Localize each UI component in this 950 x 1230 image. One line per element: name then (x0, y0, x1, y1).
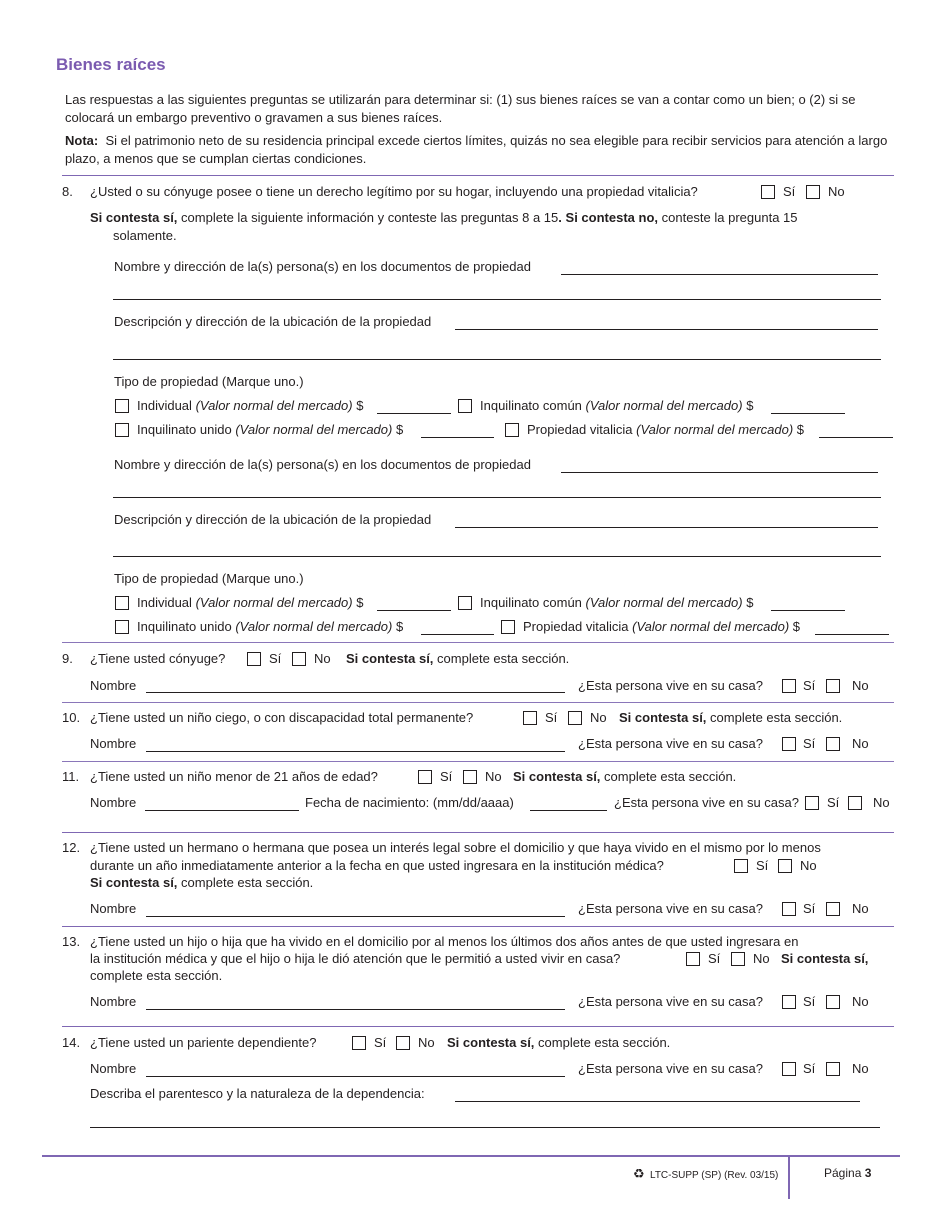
q11-name-label: Nombre (90, 795, 137, 810)
q9-no-checkbox[interactable] (292, 652, 306, 666)
dollar-sign: $ (746, 398, 754, 413)
q12-name-label: Nombre (90, 901, 137, 916)
footer-divider (42, 1155, 900, 1157)
q14-name-input[interactable] (146, 1076, 565, 1077)
divider (62, 642, 894, 643)
q14-describe-label: Describa el parentesco y la naturaleza de la dependencia: (90, 1086, 425, 1101)
unido-value-input-1[interactable] (421, 437, 494, 438)
q14-no-checkbox[interactable] (396, 1036, 410, 1050)
q10-question: ¿Tiene usted un niño ciego, o con discapacidad total permanente? (90, 710, 474, 725)
location-label-1: Descripción y dirección de la ubicación de la propiedad (114, 314, 432, 329)
q12-number: 12. (62, 840, 81, 855)
q9-lives-label: ¿Esta persona vive en su casa? (578, 678, 763, 693)
location-input-2[interactable] (455, 527, 878, 528)
q13-no-checkbox[interactable] (731, 952, 745, 966)
owners-input-2[interactable] (561, 472, 878, 473)
type-vitalicia-label-1 (527, 422, 804, 438)
q9-lives-yes-checkbox[interactable] (782, 679, 796, 693)
form-id: LTC-SUPP (SP) (Rev. 03/15) (650, 1170, 779, 1181)
type-label-2: Tipo de propiedad (Marque uno.) (114, 571, 304, 586)
q9-lives-no-checkbox[interactable] (826, 679, 840, 693)
vitalicia-value-input-1[interactable] (819, 437, 893, 438)
q10-instruction (619, 710, 842, 726)
individual-value-input-1[interactable] (377, 413, 451, 414)
q9-lives-no-label: No (852, 678, 869, 693)
si-contesta-si: Si contesta sí, (447, 1035, 535, 1050)
dollar-sign: $ (356, 398, 364, 413)
location-input-1[interactable] (455, 329, 878, 330)
type-comun-label-2 (480, 595, 753, 611)
type-unido-label-2 (137, 619, 403, 635)
q11-instruction (513, 769, 736, 785)
individual-value-input-2[interactable] (377, 610, 451, 611)
q11-question: ¿Tiene usted un niño menor de 21 años de edad? (90, 769, 378, 784)
q12-lives-no-checkbox[interactable] (826, 902, 840, 916)
location-input-1b[interactable] (113, 359, 881, 360)
market-value-text: (Valor normal del mercado) (632, 619, 790, 634)
q14-yes-label: Sí (374, 1035, 387, 1050)
q11-lives-yes-checkbox[interactable] (805, 796, 819, 810)
q14-question: ¿Tiene usted un pariente dependiente? (90, 1035, 317, 1050)
note-label: Nota: (65, 133, 99, 148)
dollar-sign: $ (746, 595, 754, 610)
unido-text: Inquilinato unido (137, 422, 232, 437)
q8-question: ¿Usted o su cónyuge posee o tiene un derecho legítimo por su hogar, incluyendo una propiedad vitalicia? (90, 184, 698, 199)
q14-lives-no-label: No (852, 1061, 869, 1076)
q8-instr-line2: solamente. (113, 228, 177, 243)
dollar-sign: $ (395, 422, 404, 437)
q14-lives-yes-checkbox[interactable] (782, 1062, 796, 1076)
q13-instruction-bold (781, 951, 868, 967)
q11-lives-no-checkbox[interactable] (848, 796, 862, 810)
q10-yes-label: Sí (545, 710, 558, 725)
q13-no-label: No (753, 951, 770, 966)
q11-lives-no-label: No (873, 795, 890, 810)
divider (62, 702, 894, 703)
q13-line2: la institución médica y que el hijo o hija le dió atención que le permitió a usted vivir en casa? (90, 951, 621, 966)
unido-text: Inquilinato unido (137, 619, 232, 634)
q12-lives-yes-label: Sí (803, 901, 816, 916)
si-contesta-si: Si contesta sí, (346, 651, 434, 666)
owners-input-1[interactable] (561, 274, 878, 275)
q12-no-checkbox[interactable] (778, 859, 792, 873)
page-number: 3 (864, 1166, 872, 1180)
market-value-text: (Valor normal del mercado) (195, 595, 353, 610)
divider (62, 1026, 894, 1027)
q11-lives-yes-label: Sí (827, 795, 840, 810)
q10-yes-checkbox[interactable] (523, 711, 537, 725)
q8-instr-period: . (558, 210, 562, 225)
q10-number: 10. (62, 710, 81, 725)
comun-value-input-1[interactable] (771, 413, 845, 414)
location-label-2: Descripción y dirección de la ubicación de la propiedad (114, 512, 432, 527)
q12-yes-label: Sí (756, 858, 769, 873)
owners-label-2: Nombre y dirección de la(s) persona(s) en los documentos de propiedad (114, 457, 531, 472)
intro-text: Las respuestas a las siguientes preguntas se utilizarán para determinar si: (1) sus bienes raíces se van a contar como un bien; o (2) si se colocará un embargo preventivo o gravamen a sus bienes raíces. (65, 92, 856, 125)
q10-lives-label: ¿Esta persona vive en su casa? (578, 736, 763, 751)
market-value-text: (Valor normal del mercado) (195, 398, 353, 413)
dollar-sign: $ (395, 619, 404, 634)
q12-instruction (90, 875, 313, 891)
q11-name-input[interactable] (145, 810, 299, 811)
q13-name-label: Nombre (90, 994, 137, 1009)
q14-lives-yes-label: Sí (803, 1061, 816, 1076)
q14-lives-no-checkbox[interactable] (826, 1062, 840, 1076)
page-label: Página (824, 1166, 862, 1180)
q10-lives-no-label: No (852, 736, 869, 751)
type-vitalicia-label-2 (523, 619, 800, 635)
q13-lives-no-label: No (852, 994, 869, 1009)
q9-no-label: No (314, 651, 331, 666)
q8-no-checkbox[interactable] (806, 185, 820, 199)
type-individual-checkbox-2[interactable] (115, 596, 129, 610)
vitalicia-text: Propiedad vitalicia (527, 422, 633, 437)
q9-question: ¿Tiene usted cónyuge? (90, 651, 226, 666)
q9-yes-checkbox[interactable] (247, 652, 261, 666)
q12-lives-yes-checkbox[interactable] (782, 902, 796, 916)
owners-input-1b[interactable] (113, 299, 881, 300)
si-contesta-si: Si contesta sí, (619, 710, 707, 725)
q8-yes-checkbox[interactable] (761, 185, 775, 199)
q9-instruction (346, 651, 569, 667)
divider (62, 175, 894, 176)
q9-yes-label: Sí (269, 651, 282, 666)
divider (62, 926, 894, 927)
q11-no-checkbox[interactable] (463, 770, 477, 784)
q14-no-label: No (418, 1035, 435, 1050)
type-vitalicia-checkbox-1[interactable] (505, 423, 519, 437)
footer-vertical-divider (788, 1157, 790, 1199)
q14-describe-input[interactable] (455, 1101, 860, 1102)
q11-yes-checkbox[interactable] (418, 770, 432, 784)
q11-dob-label: Fecha de nacimiento: (mm/dd/aaaa) (305, 795, 514, 810)
q8-instr-no-bold: Si contesta no, (565, 210, 658, 225)
divider (62, 761, 894, 762)
q8-instr-yes-bold: Si contesta sí, (90, 210, 178, 225)
q10-no-checkbox[interactable] (568, 711, 582, 725)
complete-section-text: complete esta sección. (710, 710, 843, 725)
q10-lives-no-checkbox[interactable] (826, 737, 840, 751)
comun-text: Inquilinato común (480, 595, 582, 610)
complete-section-text: complete esta sección. (437, 651, 570, 666)
q8-number: 8. (62, 184, 73, 199)
q10-name-label: Nombre (90, 736, 137, 751)
q14-name-label: Nombre (90, 1061, 137, 1076)
q14-lives-label: ¿Esta persona vive en su casa? (578, 1061, 763, 1076)
type-comun-label-1 (480, 398, 753, 414)
q8-instr-yes-text: complete la siguiente información y conteste las preguntas 8 a 15 (181, 210, 559, 225)
market-value-text: (Valor normal del mercado) (636, 422, 794, 437)
q10-name-input[interactable] (146, 751, 565, 752)
q9-number: 9. (62, 651, 73, 666)
q11-lives-label: ¿Esta persona vive en su casa? (614, 795, 799, 810)
q14-number: 14. (62, 1035, 81, 1050)
q11-number: 11. (62, 769, 80, 784)
q14-instruction (447, 1035, 670, 1051)
vitalicia-text: Propiedad vitalicia (523, 619, 629, 634)
market-value-text: (Valor normal del mercado) (235, 619, 393, 634)
q9-lives-yes-label: Sí (803, 678, 816, 693)
si-contesta-si: Si contesta sí, (513, 769, 601, 784)
q13-lives-yes-label: Sí (803, 994, 816, 1009)
type-individual-checkbox-1[interactable] (115, 399, 129, 413)
q10-lives-yes-label: Sí (803, 736, 816, 751)
q13-lives-no-checkbox[interactable] (826, 995, 840, 1009)
q13-line3: complete esta sección. (90, 968, 223, 983)
vitalicia-value-input-2[interactable] (815, 634, 889, 635)
q13-yes-checkbox[interactable] (686, 952, 700, 966)
q14-describe-input-b[interactable] (90, 1127, 880, 1128)
owners-input-2b[interactable] (113, 497, 881, 498)
type-vitalicia-checkbox-2[interactable] (501, 620, 515, 634)
type-unido-checkbox-1[interactable] (115, 423, 129, 437)
comun-value-input-2[interactable] (771, 610, 845, 611)
q8-instructions (90, 210, 798, 226)
q9-name-label: Nombre (90, 678, 137, 693)
q11-dob-input[interactable] (530, 810, 607, 811)
q11-yes-label: Sí (440, 769, 453, 784)
type-label-1: Tipo de propiedad (Marque uno.) (114, 374, 304, 389)
q12-line1: ¿Tiene usted un hermano o hermana que posea un interés legal sobre el domicilio y que haya vivido en el mismo por lo menos (90, 840, 821, 855)
dollar-sign: $ (796, 422, 805, 437)
q10-lives-yes-checkbox[interactable] (782, 737, 796, 751)
complete-section-text: complete esta sección. (181, 875, 314, 890)
q12-no-label: No (800, 858, 817, 873)
type-individual-label-1 (137, 398, 363, 414)
type-unido-checkbox-2[interactable] (115, 620, 129, 634)
owners-label-1: Nombre y dirección de la(s) persona(s) en los documentos de propiedad (114, 259, 531, 274)
type-comun-checkbox-2[interactable] (458, 596, 472, 610)
market-value-text: (Valor normal del mercado) (585, 595, 743, 610)
q13-number: 13. (62, 934, 81, 949)
q8-no-label: No (828, 184, 845, 199)
si-contesta-si: Si contesta sí, (781, 951, 869, 966)
comun-text: Inquilinato común (480, 398, 582, 413)
q13-lives-label: ¿Esta persona vive en su casa? (578, 994, 763, 1009)
note-text: Si el patrimonio neto de su residencia principal excede ciertos límites, quizás no sea elegible para recibir servicios para atención a largo plazo, a menos que se cumplan ciertas condiciones. (65, 133, 888, 166)
q12-lives-no-label: No (852, 901, 869, 916)
individual-text: Individual (137, 595, 192, 610)
unido-value-input-2[interactable] (421, 634, 494, 635)
q8-yes-label: Sí (783, 184, 796, 199)
q9-name-input[interactable] (146, 692, 565, 693)
individual-text: Individual (137, 398, 192, 413)
q11-no-label: No (485, 769, 502, 784)
dollar-sign: $ (792, 619, 801, 634)
q13-name-input[interactable] (146, 1009, 565, 1010)
q13-lives-yes-checkbox[interactable] (782, 995, 796, 1009)
q14-yes-checkbox[interactable] (352, 1036, 366, 1050)
type-comun-checkbox-1[interactable] (458, 399, 472, 413)
complete-section-text: complete esta sección. (538, 1035, 671, 1050)
q12-name-input[interactable] (146, 916, 565, 917)
dollar-sign: $ (356, 595, 364, 610)
location-input-2b[interactable] (113, 556, 881, 557)
q13-yes-label: Sí (708, 951, 721, 966)
page-indicator (824, 1165, 871, 1181)
q12-lives-label: ¿Esta persona vive en su casa? (578, 901, 763, 916)
complete-section-text: complete esta sección. (604, 769, 737, 784)
section-title: Bienes raíces (56, 55, 166, 74)
q13-line1: ¿Tiene usted un hijo o hija que ha vivido en el domicilio por al menos los últimos dos años antes de que usted ingresara en (90, 934, 799, 949)
market-value-text: (Valor normal del mercado) (585, 398, 743, 413)
note (65, 132, 895, 168)
type-unido-label-1 (137, 422, 403, 438)
q10-no-label: No (590, 710, 607, 725)
type-individual-label-2 (137, 595, 363, 611)
q8-instr-no-text: conteste la pregunta 15 (661, 210, 798, 225)
si-contesta-si: Si contesta sí, (90, 875, 178, 890)
q12-yes-checkbox[interactable] (734, 859, 748, 873)
recycle-icon: ♻ (633, 1166, 645, 1181)
q12-line2: durante un año inmediatamente anterior a la fecha en que usted ingresara en la institución médica? (90, 858, 664, 873)
divider (62, 832, 894, 833)
market-value-text: (Valor normal del mercado) (235, 422, 393, 437)
